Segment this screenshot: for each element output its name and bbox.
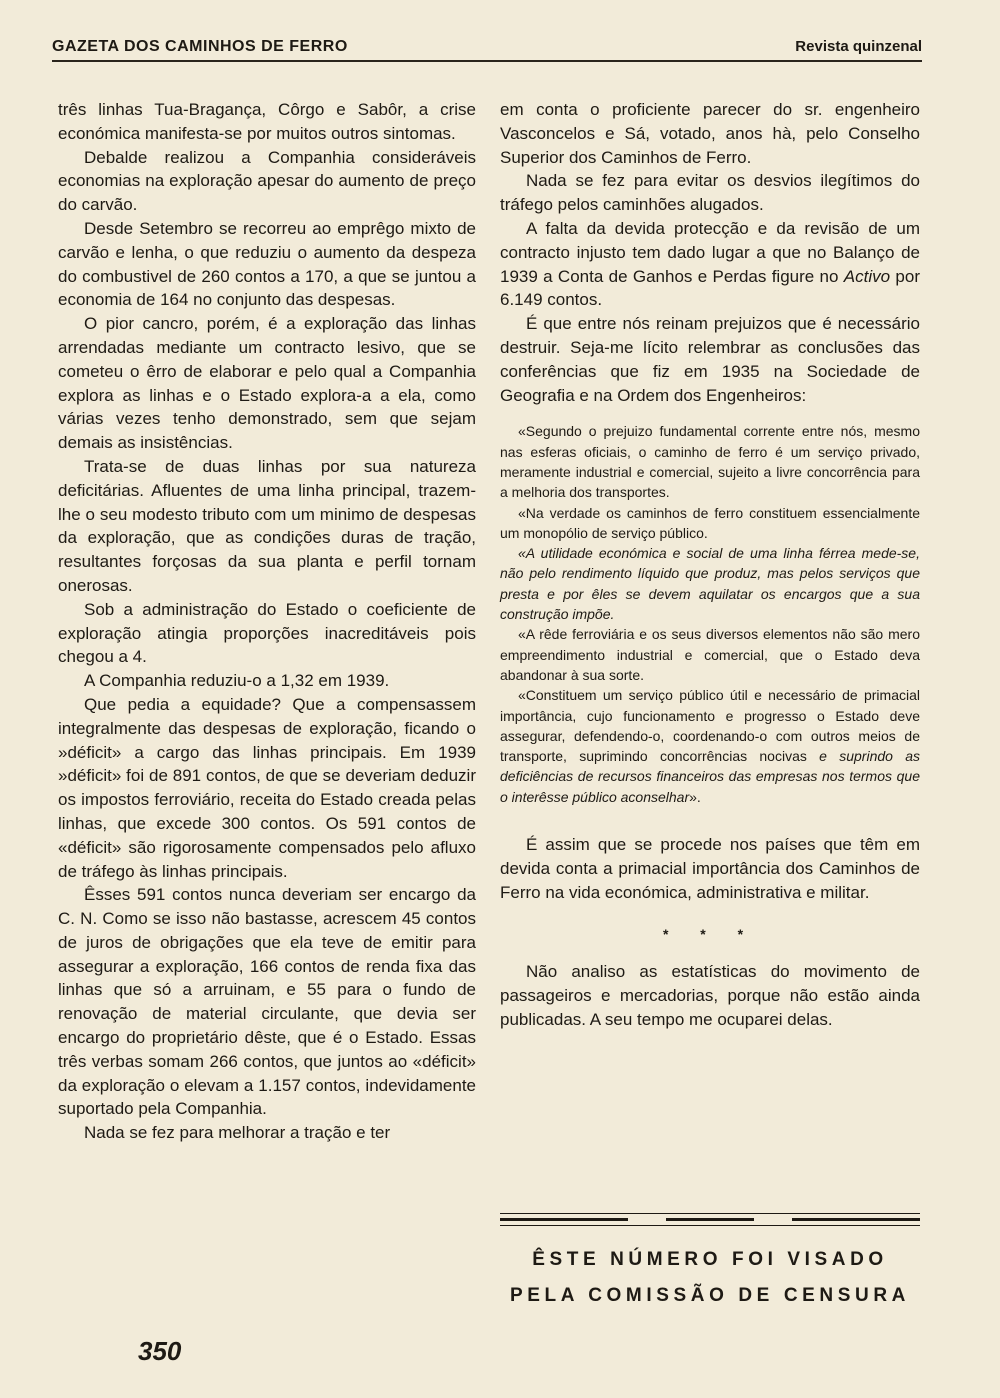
quotation-block: [500, 421, 920, 807]
quote-paragraph: «Segundo o prejuizo fundamental corrente entre nós, mesmo nas esferas oficiais, o caminho de ferro é um serviço privado, meramente industrial e comercial, sujeito a livre concorrência para a melhoria dos transportes.: [500, 423, 920, 501]
right-column: [500, 98, 920, 1032]
quote-paragraph: «A rêde ferroviária e os seus diversos elementos não são mero empreendimento industrial e comercial, que o Estado deva abandonar à sua sorte.: [500, 626, 920, 683]
quote-emphasis: e suprindo as deficiências de recursos financeiros das empresas nos termos que o interêsse público aconselhar: [500, 748, 920, 805]
paragraph: Não analiso as estatísticas do movimento de passageiros e mercadorias, porque não estão ainda publicadas. A seu tempo me ocuparei delas.: [500, 962, 920, 1029]
rule-bar: [500, 1218, 628, 1221]
paragraph: A Companhia reduziu-o a 1,32 em 1939.: [84, 671, 390, 691]
paragraph: [500, 217, 920, 312]
paragraph: Nada se fez para melhorar a tração e ter: [84, 1123, 391, 1143]
censorship-line-2: PELA COMISSÃO DE CENSURA: [509, 1285, 910, 1306]
paragraph-text: por 6.149 contos.: [500, 266, 920, 310]
left-column: [58, 98, 476, 1145]
paragraph: Sob a administração do Estado o coeficiente de exploração atingia proporções inacreditáveis pois chegou a 4.: [58, 599, 476, 667]
emphasis-activo: Activo: [843, 266, 891, 286]
quote-text: «Constituem um serviço público útil e necessário de primacial importância, cujo funcionamento e progresso o Estado deve assegurar, defendendo-o, coordenando-o com outros meios de transporte, suprimindo concorrências nocivas: [500, 687, 920, 765]
paragraph: Trata-se de duas linhas por sua natureza deficitárias. Afluentes de uma linha principal, trazem-lhe o seu modesto tributo com um minimo de despesas da exploração, que as condições duras de tração, resultantes forçosas da sua planta e perfil tornam onerosas.: [58, 456, 476, 595]
paragraph: Nada se fez para evitar os desvios ilegítimos do tráfego pelos caminhões alugados.: [500, 171, 920, 215]
rule-line: [500, 1225, 920, 1226]
page-header: [52, 36, 922, 62]
paragraph: É que entre nós reinam prejuizos que é necessário destruir. Seja-me lícito relembrar as conclusões das conferências que fiz em 1935 na Sociedade de Geografia e na Ordem dos Engenheiros:: [500, 314, 920, 405]
paragraph: O pior cancro, porém, é a exploração das linhas arrendadas mediante um contracto lesivo, que se cometeu o êrro de elaborar e pelo qual a Companhia explora as linhas e o Estado explora-a a ela, como várias vezes tenho demonstrado, sem que sejam demais as insistências.: [58, 314, 476, 453]
paragraph: É assim que se procede nos países que têm em devida conta a primacial importância dos Caminhos de Ferro na vida económica, administrativa e militar.: [500, 835, 920, 902]
rule-line: [500, 1213, 920, 1214]
paragraph-text: A falta da devida protecção e da revisão de um contracto injusto tem dado lugar a que no Balanço de 1939 a Conta de Ganhos e Perdas figure no: [500, 218, 920, 286]
page-number: 350: [138, 1336, 182, 1366]
censorship-line-1: ÊSTE NÚMERO FOI VISADO: [532, 1249, 888, 1270]
paragraph: três linhas Tua-Bragança, Côrgo e Sabôr, a crise económica manifesta-se por muitos outros sintomas.: [58, 100, 476, 143]
censorship-notice: [500, 1242, 920, 1314]
rule-bar: [792, 1218, 920, 1221]
quote-text: ».: [689, 788, 701, 805]
decorative-rule: [500, 1213, 920, 1227]
paragraph: Debalde realizou a Companhia consideráveis economias na exploração apesar do aumento de preço do carvão.: [58, 147, 476, 215]
paragraph: Êsses 591 contos nunca deveriam ser encargo da C. N. Como se isso não bastasse, acrescem 45 contos de juros de obrigações que ela teve de emitir para assegurar a exploração, 166 contos de renda fixa das linhas que só a arruinam, e 55 para o fundo de renovação de material circulante, que devia ser encargo do proprietário dêste, que é o Estado. Essas três verbas somam 266 contos, que juntos ao «déficit» da exploração o elevam a 1.157 contos, indevidamente suportado pela Companhia.: [58, 885, 476, 1119]
quote-paragraph: «A utilidade económica e social de uma linha férrea mede-se, não pelo rendimento líquido que produz, mas pelos serviços que presta e por êles se devem aquilatar os encargos que a sua construção impõe.: [500, 545, 920, 623]
quote-paragraph: «Na verdade os caminhos de ferro constituem essencialmente um monopólio de serviço público.: [500, 504, 920, 541]
section-title: Revista quinzenal: [795, 38, 922, 55]
section-separator: * * *: [662, 926, 758, 943]
paragraph: Que pedia a equidade? Que a compensassem integralmente das despesas de exploração, ficando o »déficit» a cargo das linhas principais. Em 1939 »déficit» foi de 891 contos, de que se deveriam deduzir os impostos ferroviário, receita do Estado creada pelas linhas, que excede 300 contos. Os 591 contos de «déficit» são rigorosamente compensados pelo afluxo de tráfego às linhas principais.: [58, 694, 476, 881]
paragraph: em conta o proficiente parecer do sr. engenheiro Vasconcelos e Sá, votado, anos hà, pelo Conselho Superior dos Caminhos de Ferro.: [500, 100, 920, 167]
rule-bar: [666, 1218, 754, 1221]
paragraph: Desde Setembro se recorreu ao emprêgo mixto de carvão e lenha, o que reduziu o aumento da despeza do combustivel de 260 contos a 170, a que se juntou a economia de 164 no conjunto das despesas.: [58, 218, 476, 310]
quote-paragraph: [500, 685, 920, 807]
journal-title: GAZETA DOS CAMINHOS DE FERRO: [52, 38, 348, 55]
